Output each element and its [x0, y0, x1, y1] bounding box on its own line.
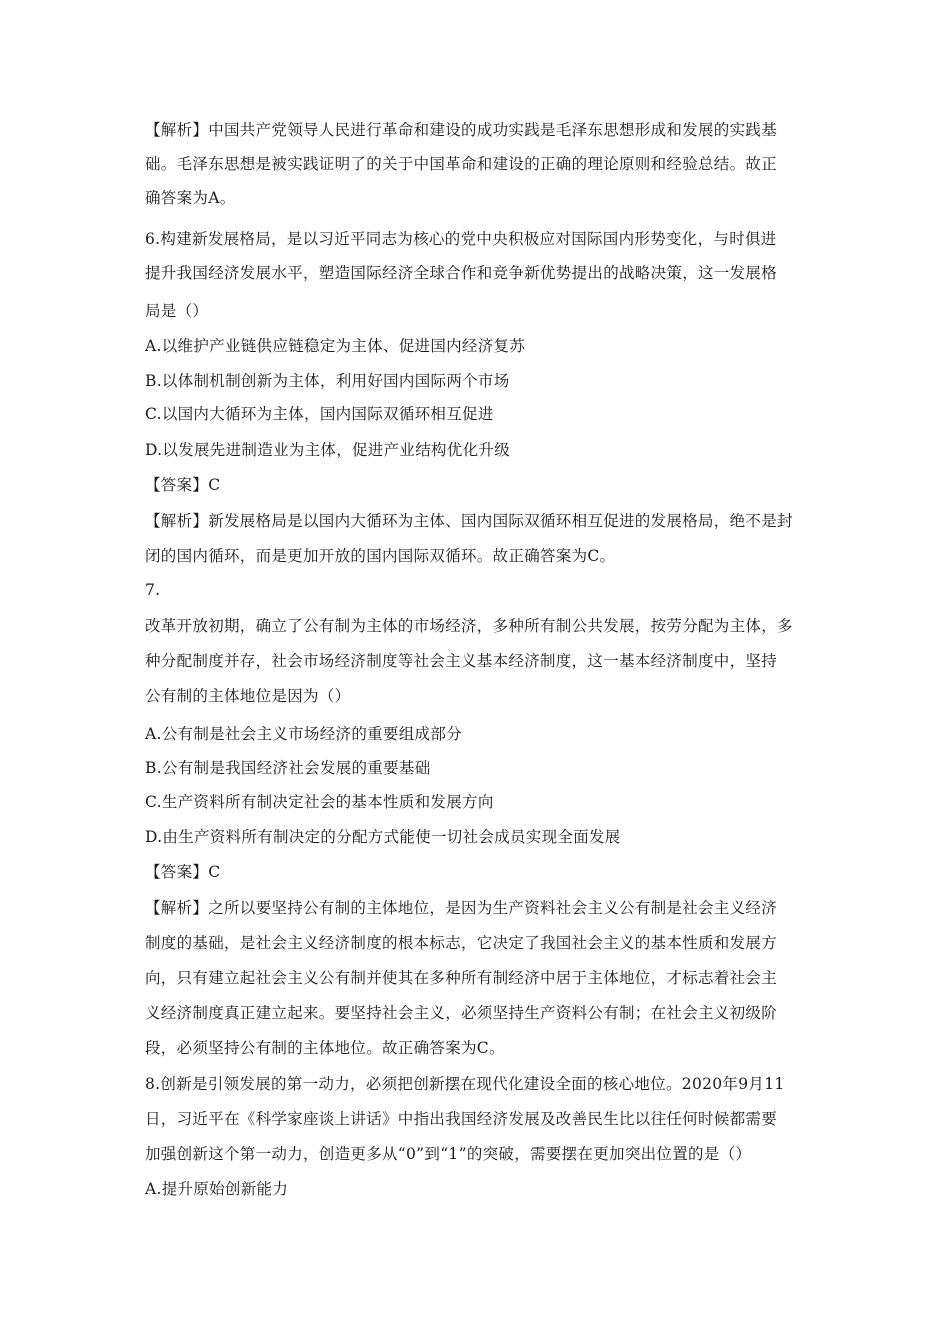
text-line: 6.构建新发展格局，是以习近平同志为核心的党中央积极应对国际国内形势变化，与时俱进	[145, 230, 777, 248]
text-line: 制度的基础，是社会主义经济制度的根本标志，它决定了我国社会主义的基本性质和发展方	[145, 934, 778, 952]
text-line: 闭的国内循环，而是更加开放的国内国际双循环。故正确答案为C。	[145, 547, 616, 565]
option-b: B.公有制是我国经济社会发展的重要基础	[145, 759, 431, 777]
text-line: 【解析】中国共产党领导人民进行革命和建设的成功实践是毛泽东思想形成和发展的实践基	[145, 121, 778, 139]
text-line: 【解析】之所以要坚持公有制的主体地位，是因为生产资料社会主义公有制是社会主义经济	[145, 899, 778, 917]
text-line: 局是（）	[145, 302, 209, 320]
option-a: A.提升原始创新能力	[145, 1180, 289, 1198]
option-a: A.公有制是社会主义市场经济的重要组成部分	[145, 725, 462, 743]
text-line: 义经济制度真正建立起来。要坚持社会主义，必须坚持生产资料公有制；在社会主义初级阶	[145, 1004, 778, 1022]
text-line: 改革开放初期，确立了公有制为主体的市场经济，多种所有制公共发展，按劳分配为主体，多	[145, 617, 793, 635]
text-line: 向，只有建立起社会主义公有制并使其在多种所有制经济中居于主体地位，才标志着社会主	[145, 969, 778, 987]
option-c: C.生产资料所有制决定社会的基本性质和发展方向	[145, 793, 494, 811]
answer-label: 【答案】C	[145, 476, 221, 494]
text-line: 提升我国经济发展水平，塑造国际经济全球合作和竞争新优势提出的战略决策，这一发展格	[145, 264, 778, 282]
option-d: D.由生产资料所有制决定的分配方式能使一切社会成员实现全面发展	[145, 828, 621, 846]
option-b: B.以体制机制创新为主体，利用好国内国际两个市场	[145, 372, 510, 390]
text-line: 段，必须坚持公有制的主体地位。故正确答案为C。	[145, 1039, 505, 1057]
text-line: 加强创新这个第一动力，创造更多从“0”到“1”的突破，需要摆在更加突出位置的是（）	[145, 1145, 752, 1163]
question-number: 7.	[145, 581, 161, 599]
option-d: D.以发展先进制造业为主体，促进产业结构优化升级	[145, 441, 511, 459]
text-line: 8.创新是引领发展的第一动力，必须把创新摆在现代化建设全面的核心地位。2020年9月11	[145, 1075, 785, 1093]
text-line: 日，习近平在《科学家座谈上讲话》中指出我国经济发展及改善民生比以往任何时候都需要	[145, 1110, 778, 1128]
answer-label: 【答案】C	[145, 863, 221, 881]
text-line: 【解析】新发展格局是以国内大循环为主体、国内国际双循环相互促进的发展格局，绝不是封	[145, 512, 793, 530]
option-a: A.以维护产业链供应链稳定为主体、促进国内经济复苏	[145, 337, 526, 355]
text-line: 种分配制度并存，社会市场经济制度等社会主义基本经济制度，这一基本经济制度中，坚持	[145, 652, 778, 670]
text-line: 确答案为A。	[145, 189, 236, 207]
option-c: C.以国内大循环为主体，国内国际双循环相互促进	[145, 405, 494, 423]
text-line: 础。毛泽东思想是被实践证明了的关于中国革命和建设的正确的理论原则和经验总结。故正	[145, 155, 778, 173]
text-line: 公有制的主体地位是因为（）	[145, 687, 351, 705]
